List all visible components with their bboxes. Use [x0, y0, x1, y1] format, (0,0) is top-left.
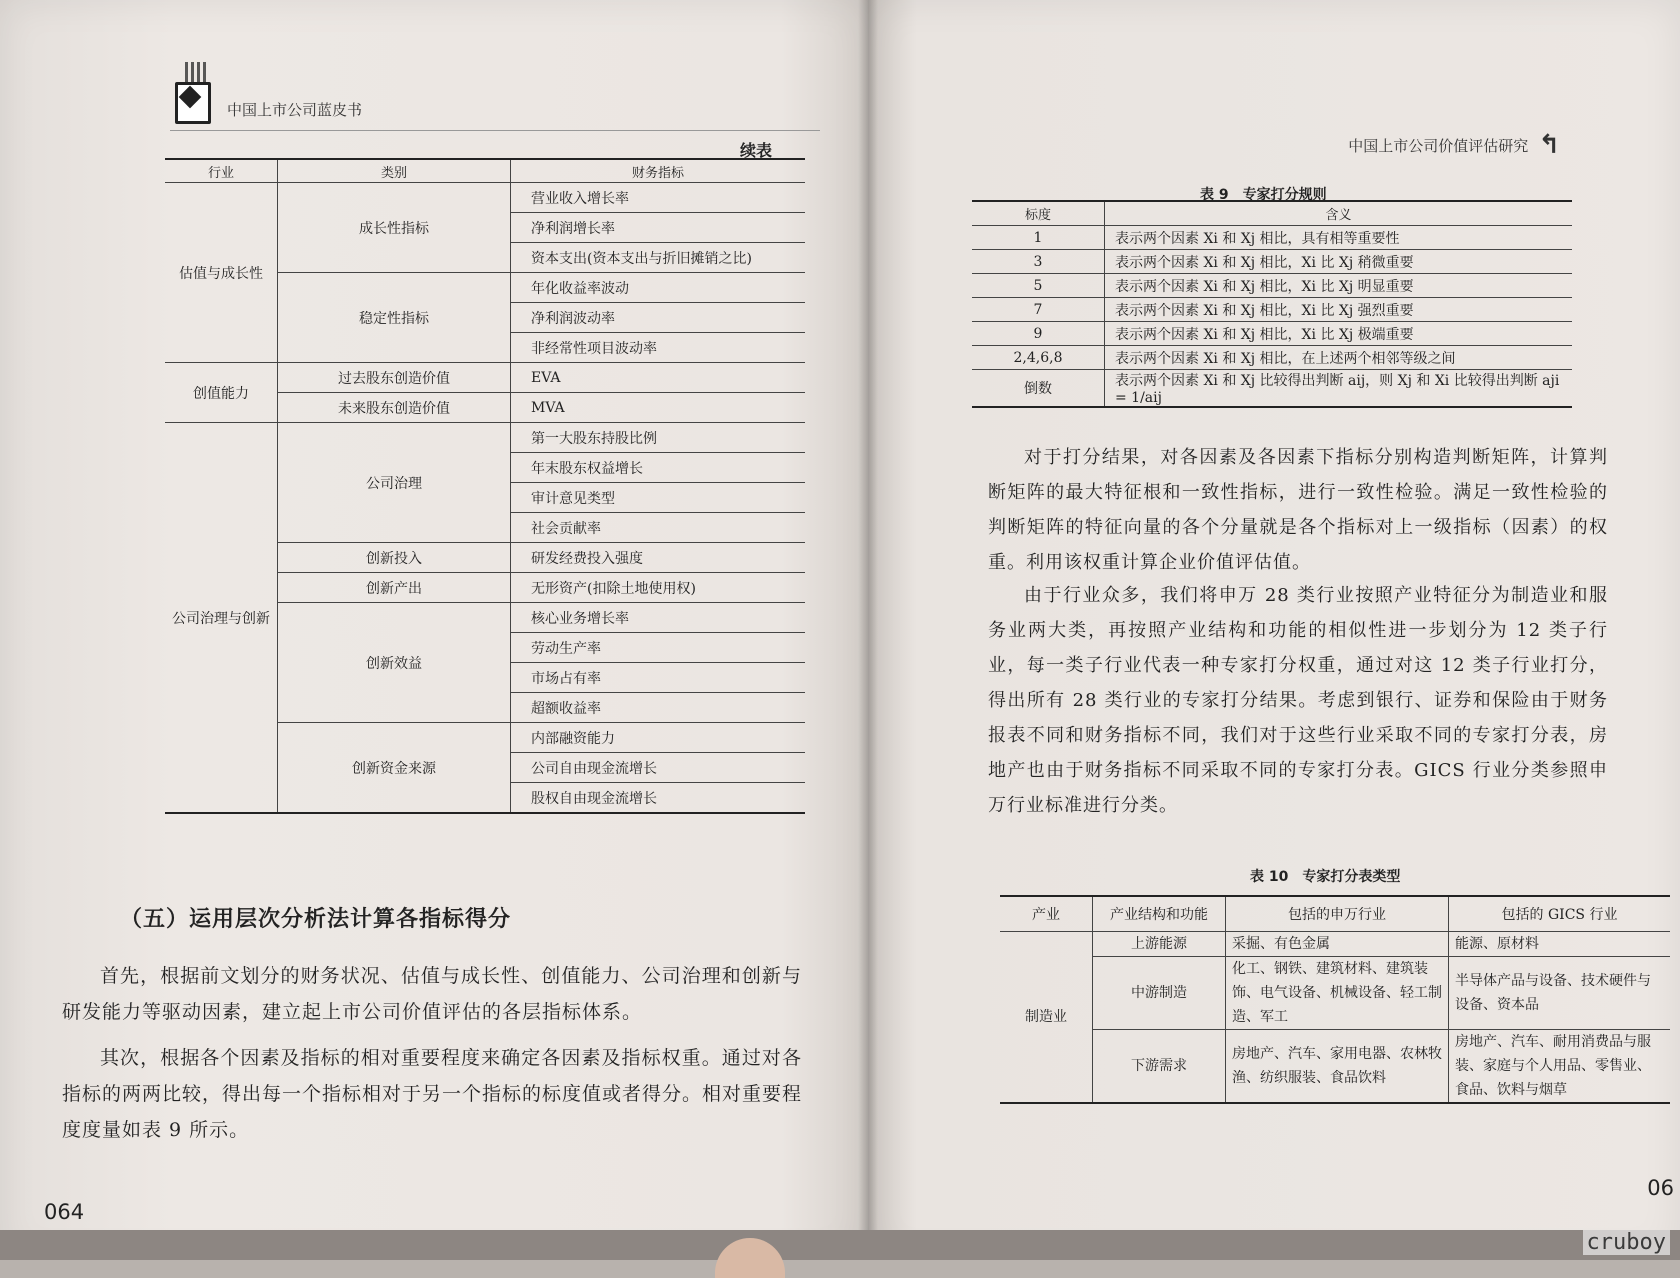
- continued-label: 续表: [740, 141, 773, 160]
- left-header-title: 中国上市公司蓝皮书: [227, 101, 363, 119]
- table-header: 财务指标: [511, 159, 806, 183]
- right-header-title: 中国上市公司价值评估研究: [1348, 136, 1529, 155]
- indicator-cell: 年化收益率波动: [511, 273, 806, 303]
- paragraph: 由于行业众多，我们将申万 28 类行业按照产业特征分为制造业和服务业两大类，再按照产业结构和功能的相似性进一步划分为 12 类子行业，每一类子行业代表一种专家打分权重，通过对这 12 类子行业打分，得出所有 28 类行业的专家打分结果。考虑到银行、证券和保险由于财务报表不同和财务指标不同，我们对于这些行业采取不同的专家打分表，房地产也由于财务指标不同采取不同的专家打分表。GICS 行业分类参照申万行业标准进行分类。: [988, 585, 1608, 816]
- structure-cell: 中游制造: [1093, 957, 1226, 1030]
- indicator-cell: MVA: [511, 393, 806, 423]
- indicator-cell: 劳动生产率: [511, 633, 806, 663]
- gics-cell: 能源、原材料: [1449, 932, 1671, 957]
- page-number-right: 06: [1647, 1176, 1674, 1200]
- category-cell: 成长性指标: [278, 183, 511, 273]
- industry-cell: 估值与成长性: [165, 183, 278, 363]
- table-header: 类别: [278, 159, 511, 183]
- meaning-cell: 表示两个因素 Xi 和 Xj 相比，Xi 比 Xj 极端重要: [1105, 322, 1573, 346]
- meaning-cell: 表示两个因素 Xi 和 Xj 相比，Xi 比 Xj 稍微重要: [1105, 250, 1573, 274]
- scoring-rule-table: [972, 200, 1572, 408]
- indicator-cell: 非经常性项目波动率: [511, 333, 806, 363]
- category-cell: 未来股东创造价值: [278, 393, 511, 423]
- meaning-cell: 表示两个因素 Xi 和 Xj 比较得出判断 aij，则 Xj 和 Xi 比较得出判断 aji = 1/aij: [1105, 370, 1573, 408]
- page-number-left: 064: [44, 1200, 85, 1224]
- structure-cell: 上游能源: [1093, 932, 1226, 957]
- category-cell: 创新产出: [278, 573, 511, 603]
- indicator-cell: 核心业务增长率: [511, 603, 806, 633]
- indicator-cell: 第一大股东持股比例: [511, 423, 806, 453]
- corner-arrow-icon: ↰: [1538, 130, 1560, 160]
- indicator-cell: 无形资产(扣除土地使用权): [511, 573, 806, 603]
- paragraph: 对于打分结果，对各因素及各因素下指标分别构造判断矩阵，计算判断矩阵的最大特征根和一致性指标，进行一致性检验。满足一致性检验的判断矩阵的特征向量的各个分量就是各个指标对上一级指标（因素）的权重。利用该权重计算企业价值评估值。: [988, 447, 1608, 573]
- sw-cell: 化工、钢铁、建筑材料、建筑装饰、电气设备、机械设备、轻工制造、军工: [1226, 957, 1449, 1030]
- table-header: 含义: [1105, 201, 1573, 226]
- indicator-cell: 年末股东权益增长: [511, 453, 806, 483]
- background-bottom: [0, 1230, 1680, 1260]
- table-header: 标度: [972, 201, 1105, 226]
- table9-caption: 表 9 专家打分规则: [1200, 187, 1327, 203]
- header-rule: [170, 130, 820, 131]
- category-cell: 稳定性指标: [278, 273, 511, 363]
- expert-table-types: [1000, 895, 1670, 1104]
- indicator-cell: 股权自由现金流增长: [511, 783, 806, 814]
- table-header: 包括的申万行业: [1226, 896, 1449, 932]
- category-cell: 公司治理: [278, 423, 511, 543]
- scale-cell: 1: [972, 226, 1105, 250]
- indicator-cell: 内部融资能力: [511, 723, 806, 753]
- industry-cell: 创值能力: [165, 363, 278, 423]
- category-cell: 创新资金来源: [278, 723, 511, 814]
- scale-cell: 7: [972, 298, 1105, 322]
- gics-cell: 房地产、汽车、耐用消费品与服装、家庭与个人用品、零售业、食品、饮料与烟草: [1449, 1030, 1671, 1104]
- structure-cell: 下游需求: [1093, 1030, 1226, 1104]
- indicator-cell: 社会贡献率: [511, 513, 806, 543]
- indicator-cell: 营业收入增长率: [511, 183, 806, 213]
- indicator-cell: EVA: [511, 363, 806, 393]
- book-spine: [858, 0, 878, 1260]
- category-cell: 创新投入: [278, 543, 511, 573]
- gics-cell: 半导体产品与设备、技术硬件与设备、资本品: [1449, 957, 1671, 1030]
- meaning-cell: 表示两个因素 Xi 和 Xj 相比，在上述两个相邻等级之间: [1105, 346, 1573, 370]
- meaning-cell: 表示两个因素 Xi 和 Xj 相比，具有相等重要性: [1105, 226, 1573, 250]
- industry-cell: 公司治理与创新: [165, 423, 278, 814]
- indicator-cell: 市场占有率: [511, 663, 806, 693]
- watermark: cruboy: [1583, 1230, 1670, 1255]
- paragraph: 其次，根据各个因素及指标的相对重要程度来确定各因素及指标权重。通过对各指标的两两比较，得出每一个指标相对于另一个指标的标度值或者得分。相对重要程度度量如表 9 所示。: [62, 1047, 803, 1141]
- table10-caption: 表 10 专家打分表类型: [1250, 869, 1401, 885]
- indicator-cell: 净利润增长率: [511, 213, 806, 243]
- indicator-cell: 超额收益率: [511, 693, 806, 723]
- category-cell: 创新效益: [278, 603, 511, 723]
- table-header: 产业: [1000, 896, 1093, 932]
- indicator-table: [165, 158, 805, 814]
- meaning-cell: 表示两个因素 Xi 和 Xj 相比，Xi 比 Xj 明显重要: [1105, 274, 1573, 298]
- table-header: 包括的 GICS 行业: [1449, 896, 1671, 932]
- section-title: （五）运用层次分析法计算各指标得分: [120, 906, 512, 932]
- scale-cell: 3: [972, 250, 1105, 274]
- left-header: [175, 62, 362, 120]
- meaning-cell: 表示两个因素 Xi 和 Xj 相比，Xi 比 Xj 强烈重要: [1105, 298, 1573, 322]
- book-logo-icon: [175, 62, 213, 120]
- indicator-cell: 公司自由现金流增长: [511, 753, 806, 783]
- right-header: [1348, 130, 1560, 160]
- indicator-cell: 净利润波动率: [511, 303, 806, 333]
- sw-cell: 房地产、汽车、家用电器、农林牧渔、纺织服装、食品饮料: [1226, 1030, 1449, 1104]
- paragraph: 首先，根据前文划分的财务状况、估值与成长性、创值能力、公司治理和创新与研发能力等驱动因素，建立起上市公司价值评估的各层指标体系。: [62, 965, 802, 1023]
- scale-cell: 倒数: [972, 370, 1105, 408]
- indicator-cell: 资本支出(资本支出与折旧摊销之比): [511, 243, 806, 273]
- table-header: 行业: [165, 159, 278, 183]
- category-cell: 过去股东创造价值: [278, 363, 511, 393]
- scale-cell: 2,4,6,8: [972, 346, 1105, 370]
- industry-cell: 制造业: [1000, 932, 1093, 1104]
- sw-cell: 采掘、有色金属: [1226, 932, 1449, 957]
- indicator-cell: 研发经费投入强度: [511, 543, 806, 573]
- table-header: 产业结构和功能: [1093, 896, 1226, 932]
- scale-cell: 9: [972, 322, 1105, 346]
- scale-cell: 5: [972, 274, 1105, 298]
- indicator-cell: 审计意见类型: [511, 483, 806, 513]
